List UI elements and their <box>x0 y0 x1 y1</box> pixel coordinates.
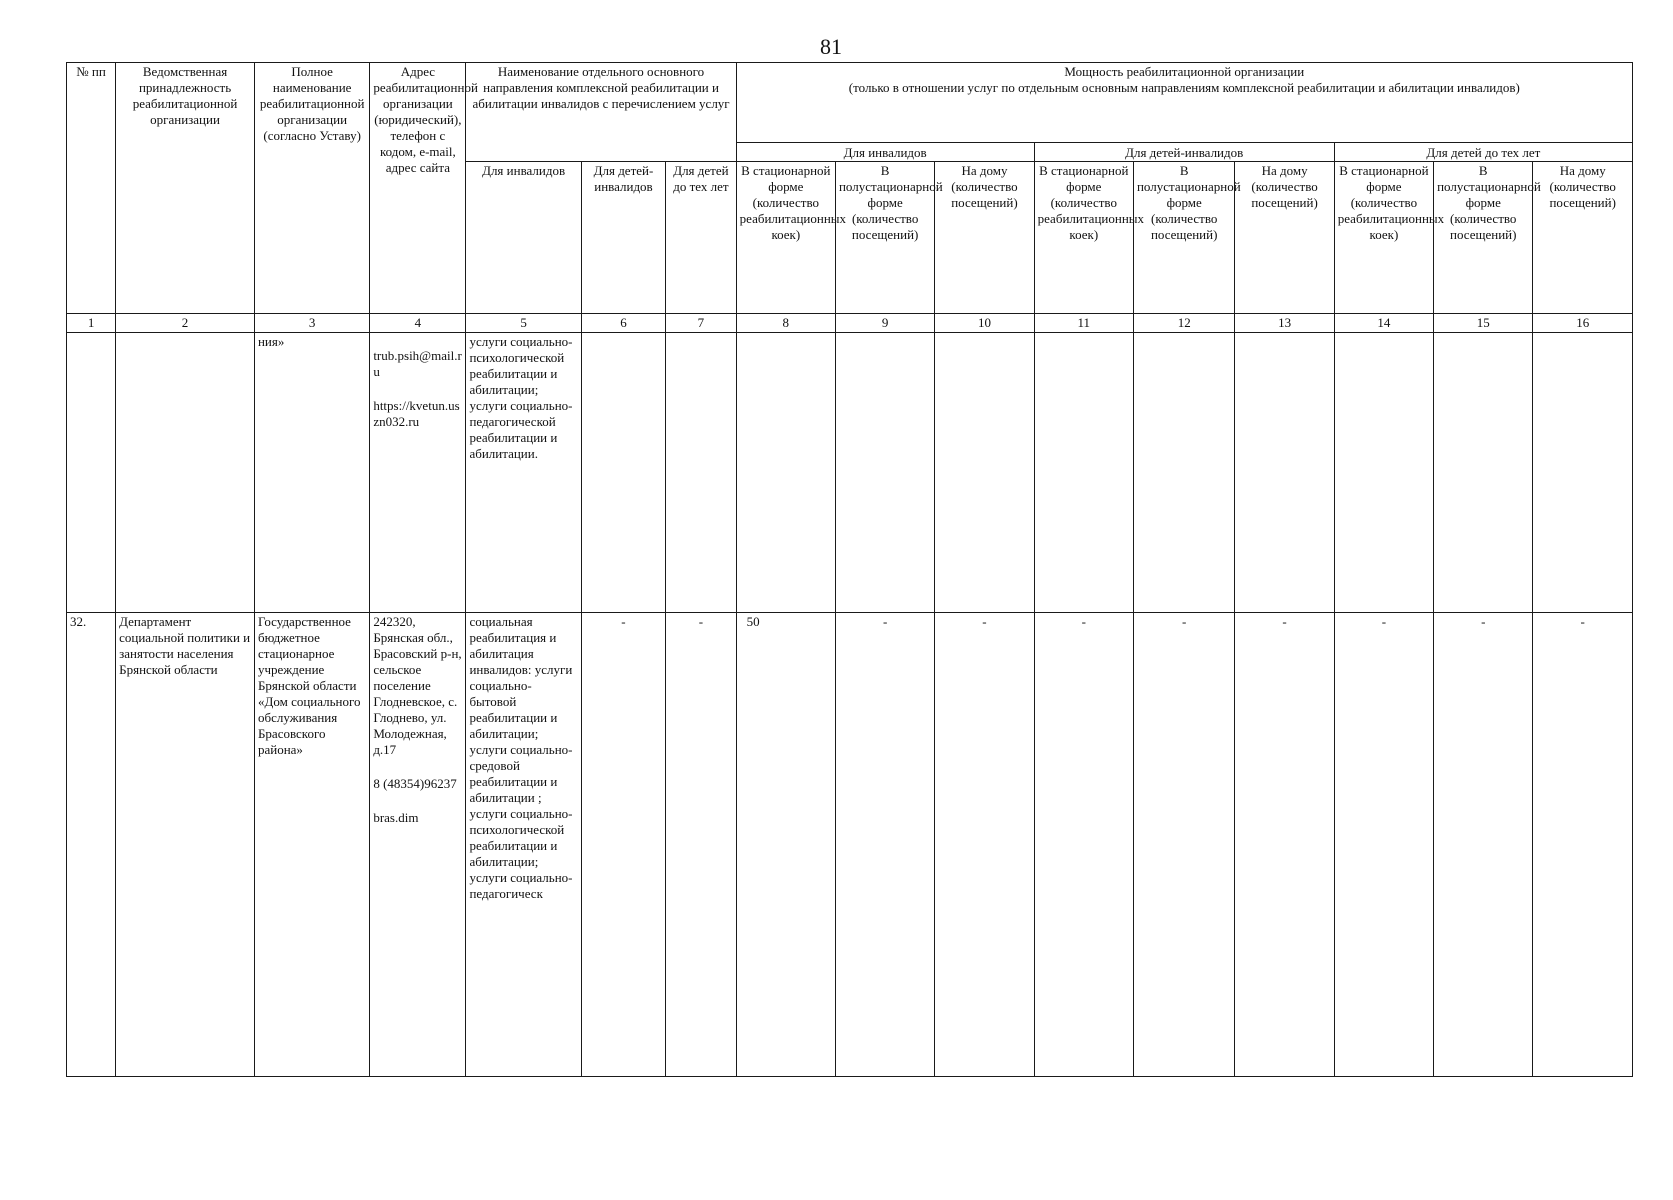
cell-empty <box>1133 333 1234 613</box>
table-row-32 <box>67 613 1633 1077</box>
header-col-12: В полустационарной форме (количество посещений) <box>1133 162 1234 314</box>
cell-dept: Департамент социальной политики и занятости населения Брянской области <box>116 613 255 1077</box>
cell-col-14: - <box>1334 613 1433 1077</box>
column-number: 5 <box>466 314 581 333</box>
header-col-9: В полустационарной форме (количество посещений) <box>835 162 934 314</box>
cell-empty <box>1334 333 1433 613</box>
cell-col-13: - <box>1235 613 1334 1077</box>
group-disabled: Для инвалидов <box>736 143 1034 162</box>
header-col-13: На дому (количество посещений) <box>1235 162 1334 314</box>
header-col-11: В стационарной форме (количество реабилитационных коек) <box>1034 162 1133 314</box>
cell-dept-empty <box>116 333 255 613</box>
cell-col-10: - <box>935 613 1034 1077</box>
cell-address <box>370 613 466 1077</box>
cell-empty <box>666 333 736 613</box>
site-text: https://kvetun.uszn032.ru <box>373 398 460 429</box>
header-col-16: На дому (количество посещений) <box>1533 162 1633 314</box>
column-number: 7 <box>666 314 736 333</box>
column-number: 4 <box>370 314 466 333</box>
cell-empty <box>835 333 934 613</box>
cell-services: услуги социально-психологической реабилитации и абилитации; услуги социально-педагогической реабилитации и абилитации. <box>466 333 581 613</box>
column-number: 14 <box>1334 314 1433 333</box>
phone-text: 8 (48354)96237 <box>373 776 457 791</box>
cell-empty <box>581 333 665 613</box>
column-number: 9 <box>835 314 934 333</box>
address-text: 242320, Брянская обл., Брасовский р-н, сельское поселение Глодневское, с. Глоднево, ул. Молодежная, д.17 <box>373 614 462 757</box>
cell-col-15: - <box>1434 613 1533 1077</box>
cell-org-name: Государственное бюджетное стационарное учреждение Брянской области «Дом социального обслуживания Брасовского района» <box>254 613 369 1077</box>
header-col-15: В полустационарной форме (количество посещений) <box>1434 162 1533 314</box>
cell-col-16: - <box>1533 613 1633 1077</box>
capacity-title: Мощность реабилитационной организации <box>1064 64 1305 79</box>
cell-name-tail: ния» <box>254 333 369 613</box>
cell-contacts <box>370 333 466 613</box>
capacity-subtitle: (только в отношении услуг по отдельным основным направлениям комплексной реабилитации и абилитации инвалидов) <box>848 80 1520 95</box>
cell-num-empty <box>67 333 116 613</box>
column-number: 3 <box>254 314 369 333</box>
column-number: 1 <box>67 314 116 333</box>
cell-col-9: - <box>835 613 934 1077</box>
page-number: 81 <box>820 34 842 59</box>
cell-empty <box>935 333 1034 613</box>
header-dept: Ведомственная принадлежность реабилитационной организации <box>116 63 255 314</box>
header-address: Адрес реабилитационной организации (юридический), телефон с кодом, e-mail, адрес сайта <box>370 63 466 314</box>
column-number: 12 <box>1133 314 1234 333</box>
column-number: 11 <box>1034 314 1133 333</box>
group-children-disabled: Для детей-инвалидов <box>1034 143 1334 162</box>
table-row-continued <box>67 333 1633 613</box>
header-svc-children-until: Для детей до тех лет <box>666 162 736 314</box>
column-number: 16 <box>1533 314 1633 333</box>
email-partial-text: bras.dim <box>373 810 419 825</box>
header-svc-disabled: Для инвалидов <box>466 162 581 314</box>
cell-empty <box>1235 333 1334 613</box>
cell-col-11: - <box>1034 613 1133 1077</box>
registry-table <box>66 62 1633 1077</box>
cell-empty <box>1533 333 1633 613</box>
header-col-8: В стационарной форме (количество реабилитационных коек) <box>736 162 835 314</box>
column-number: 8 <box>736 314 835 333</box>
header-num: № пп <box>67 63 116 314</box>
column-number: 13 <box>1235 314 1334 333</box>
header-name: Полное наименование реабилитационной организации (согласно Уставу) <box>254 63 369 314</box>
column-number: 10 <box>935 314 1034 333</box>
column-number: 15 <box>1434 314 1533 333</box>
email-text: trub.psih@mail.ru <box>373 348 462 379</box>
cell-col-8: 50 <box>736 613 835 1077</box>
cell-empty <box>736 333 835 613</box>
row-number: 32. <box>67 613 116 1077</box>
cell-empty <box>1434 333 1533 613</box>
column-number: 6 <box>581 314 665 333</box>
header-svc-children-disabled: Для детей-инвалидов <box>581 162 665 314</box>
column-number: 2 <box>116 314 255 333</box>
header-capacity <box>736 63 1632 143</box>
cell-empty <box>1034 333 1133 613</box>
header-col-10: На дому (количество посещений) <box>935 162 1034 314</box>
cell-col-6: - <box>581 613 665 1077</box>
cell-services: социальная реабилитация и абилитация инвалидов: услуги социально-бытовой реабилитации и абилитации; услуги социально-средовой реабилитации и абилитации ; услуги социально-психологической реабилитации и абилитации; услуги социально-педагогическ <box>466 613 581 1077</box>
cell-col-7: - <box>666 613 736 1077</box>
header-services-group: Наименование отдельного основного направления комплексной реабилитации и абилитации инвалидов с перечислением услуг <box>466 63 736 162</box>
group-children-until: Для детей до тех лет <box>1334 143 1632 162</box>
cell-col-12: - <box>1133 613 1234 1077</box>
header-col-14: В стационарной форме (количество реабилитационных коек) <box>1334 162 1433 314</box>
